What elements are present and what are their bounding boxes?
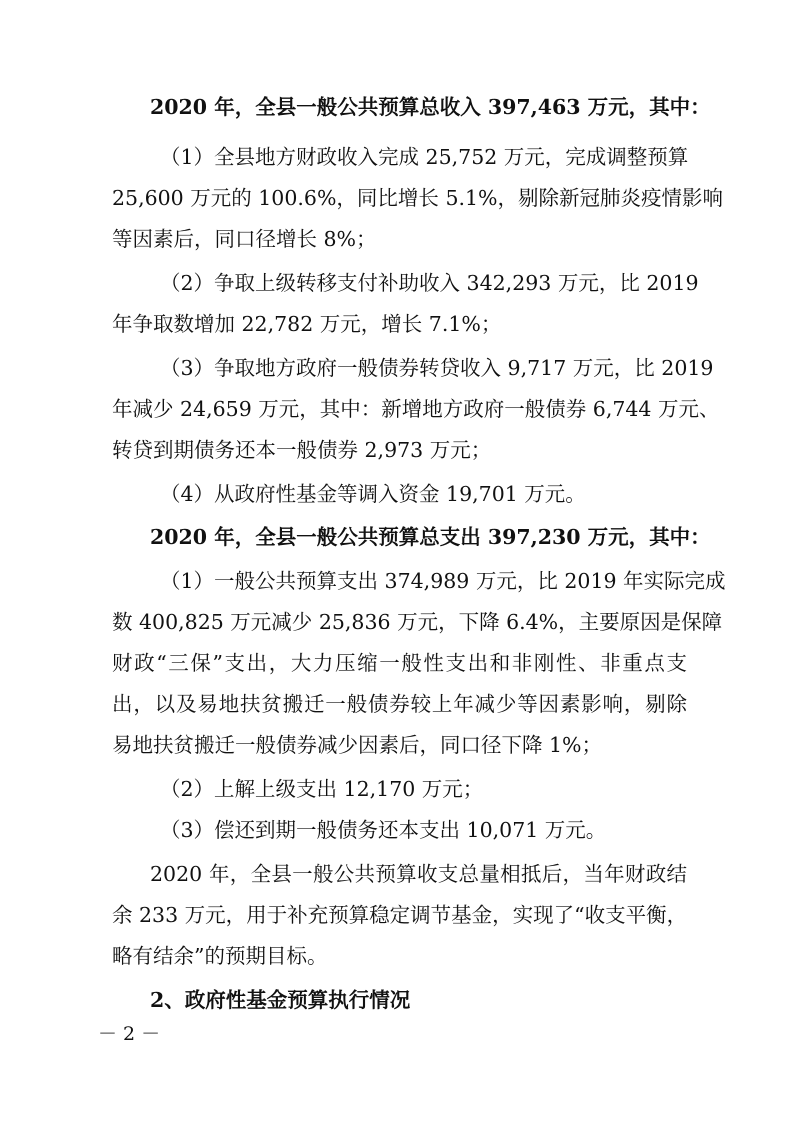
expense-item-1-line-1: （1）一般公共预算支出 374,989 万元，比 2019 年实际完成 <box>160 569 726 593</box>
expense-item-1-line-3: 财政“三保”支出，大力压缩一般性支出和非刚性、非重点支 <box>112 651 687 675</box>
page-number: － 2 － <box>98 1023 161 1045</box>
expense-item-1-line-2: 数 400,825 万元减少 25,836 万元，下降 6.4%，主要原因是保障 <box>112 610 723 634</box>
income-item-3-line-1: （3）争取地方政府一般债券转贷收入 9,717 万元，比 2019 <box>160 356 714 380</box>
balance-line-2: 余 233 万元，用于补充预算稳定调节基金，实现了“收支平衡， <box>112 903 688 927</box>
expense-item-1-line-4: 出，以及易地扶贫搬迁一般债券较上年减少等因素影响，剔除 <box>112 692 687 716</box>
income-item-1-line-3: 等因素后，同口径增长 8%； <box>112 227 377 251</box>
income-item-3-line-2: 年减少 24,659 万元，其中：新增地方政府一般债券 6,744 万元、 <box>112 397 720 421</box>
income-heading: 2020 年，全县一般公共预算总收入 397,463 万元，其中： <box>150 95 711 119</box>
income-item-2-line-2: 年争取数增加 22,782 万元，增长 7.1%； <box>112 312 502 336</box>
income-item-3-line-3: 转贷到期债务还本一般债券 2,973 万元； <box>112 438 492 462</box>
income-item-1-line-1: （1）全县地方财政收入完成 25,752 万元，完成调整预算 <box>160 145 689 169</box>
income-item-1-line-2: 25,600 万元的 100.6%，同比增长 5.1%，剔除新冠肺炎疫情影响 <box>112 186 724 210</box>
income-item-2-line-1: （2）争取上级转移支付补助收入 342,293 万元，比 2019 <box>160 271 699 295</box>
section-heading: 2、政府性基金预算执行情况 <box>150 988 411 1012</box>
balance-line-3: 略有结余”的预期目标。 <box>112 944 328 968</box>
expense-item-1-line-5: 易地扶贫搬迁一般债券减少因素后，同口径下降 1%； <box>112 733 603 757</box>
balance-line-1: 2020 年，全县一般公共预算收支总量相抵后，当年财政结 <box>150 862 687 886</box>
income-item-4-line-1: （4）从政府性基金等调入资金 19,701 万元。 <box>160 482 586 506</box>
expense-item-2-line-1: （2）上解上级支出 12,170 万元； <box>160 777 484 801</box>
expense-heading: 2020 年，全县一般公共预算总支出 397,230 万元，其中： <box>150 525 711 549</box>
expense-item-3-line-1: （3）偿还到期一般债务还本支出 10,071 万元。 <box>160 818 607 842</box>
